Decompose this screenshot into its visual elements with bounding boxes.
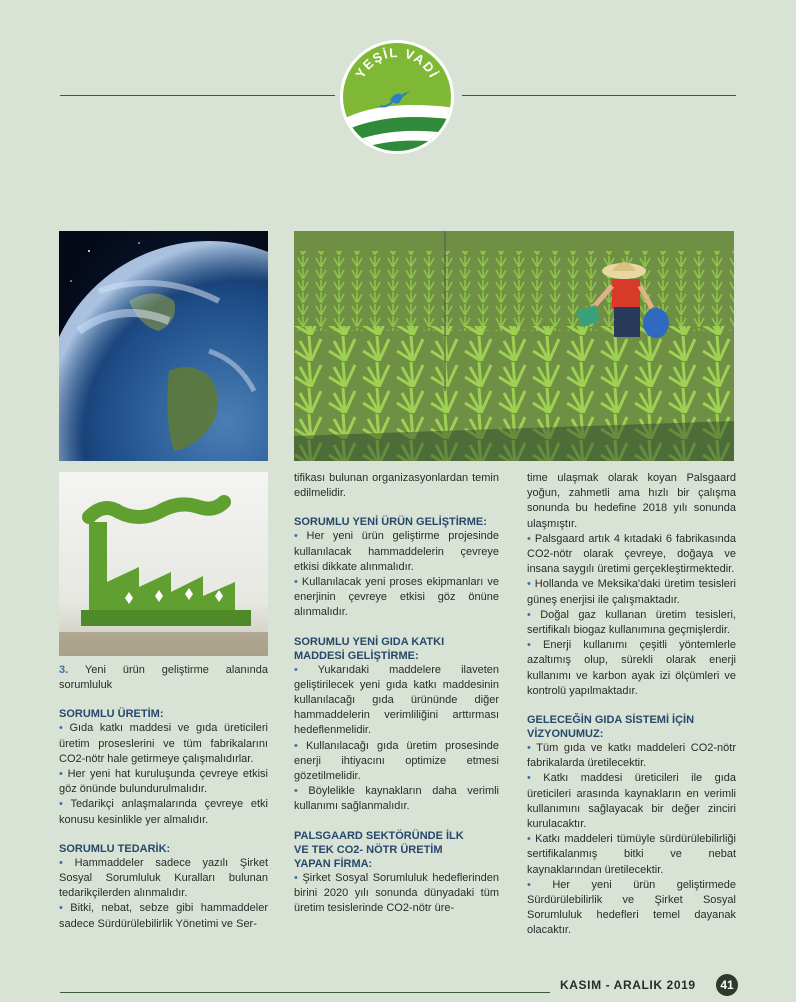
header-rule-left (60, 95, 335, 96)
bullet-item: • Şirket Sosyal Sorumluluk hedeflerinden birini 2020 yılı sonunda dünyadaki tüm üretim tesislerinde CO2-nötr üre- (294, 871, 499, 915)
intro-number: 3. (59, 664, 69, 676)
bullet-item: • Katkı maddeleri tümüyle sürdürülebilirliği sertifikalanmış bitki ve nebat kaynaklarından üretilecektir. (527, 833, 736, 876)
bullet-item: • Tüm gıda ve katkı maddeleri CO2-nötr fabrikalarda üretilecektir. (527, 742, 736, 770)
heading-responsible-supply: SORUMLU TEDARİK: (59, 842, 171, 855)
bullet-item: • Bitki, nebat, sebze gibi hammaddeler sadece Sürdürülebilirlik Yönetimi ve Ser- (59, 902, 268, 930)
bullet-item: • Kullanılacak yeni proses ekipmanları ve enerjinin çevreye etkisi göz önüne alınmalıdır. (294, 576, 499, 619)
bullet-item: • Enerji kullanımı çeşitli yöntemlerle azaltımış olup, sürekli olarak enerji kullanımı ve karbon ayak izi ölçümleri ve kontrolü yapılmaktadır. (527, 639, 736, 697)
column-3 (527, 471, 736, 939)
heading-responsible-production: SORUMLU ÜRETİM: (59, 708, 164, 721)
bullet-item: • Her yeni hat kuruluşunda çevreye etkisi göz önünde bulundurulmalıdır. (59, 768, 268, 796)
yesil-vadi-logo (338, 36, 456, 158)
heading-new-additive-development: SORUMLU YENİ GIDA KATKI MADDESİ GELİŞTİRME: (294, 635, 445, 662)
continued-paragraph: time ulaşmak olarak koyan Palsgaard yoğun, zahmetli ama hızlı bir çalışma sonunda bu hedefine 2018 yılı sonunda ulaşmıştır. (527, 472, 736, 530)
field-worker-image (294, 231, 734, 461)
bullet-item: • Böylelikle kaynakların daha verimli kullanımı sağlanmalıdır. (294, 785, 499, 813)
green-factory-image (59, 472, 268, 656)
bullet-item: • Hollanda ve Meksika'daki üretim tesisleri güneş enerjisi ile çalışmaktadır. (527, 578, 736, 606)
bullet-item: • Hammaddeler sadece yazılı Şirket Sosyal Sorumluluk Kuralları bulunan tedarikçilerden alınmalıdır. (59, 856, 268, 900)
page-number: 41 (716, 974, 738, 996)
bullet-item: • Kullanılacağı gıda üretim prosesinde enerji ihtiyacını optimize etmesi gözetilmelidir. (294, 739, 499, 783)
footer-rule (60, 992, 550, 993)
heading-new-product-development: SORUMLU YENİ ÜRÜN GELİŞTİRME: (294, 516, 487, 529)
bullet-item: • Doğal gaz kullanan üretim tesisleri, sertifikalı biogaz kullanımına geçmişlerdir. (527, 608, 736, 637)
bullet-item: • Her yeni ürün geliştirme projesinde kullanılacak hammaddelerin çevreye etkisi dikkate alınmalıdır. (294, 530, 499, 573)
bullet-item: • Katkı maddesi üreticileri ile gıda üreticileri arasında kaynakların en verimli kullanımını sağlayacak bir değer zinciri kurulacaktır. (527, 772, 736, 831)
continued-paragraph: tifikası bulunan organizasyonlardan temin edilmelidir. (294, 472, 499, 500)
issue-date: KASIM - ARALIK 2019 (560, 978, 696, 992)
column-1 (59, 663, 268, 932)
column-2 (294, 471, 499, 916)
heading-future-food-system: GELECEĞİN GIDA SİSTEMİ İÇİN VİZYONUMUZ: (527, 714, 695, 741)
earth-image (59, 231, 268, 461)
intro-paragraph (59, 663, 268, 693)
bullet-item: • Yukarıdaki maddelere ilaveten geliştirilecek yeni gıda katkı maddesinin kullanılacağı gıda ürününde diğer hammaddelerin verimliliğini arttırması hedeflenmelidir. (294, 663, 499, 737)
svg-text:YEŞİL VADİ: YEŞİL VADİ (352, 44, 442, 81)
bullet-item: • Palsgaard artık 4 kıtadaki 6 fabrikasında CO2-nötr olarak çevreye, doğaya ve insana saygılı üretimi gerçekleştirmektedir. (527, 532, 736, 576)
header-rule-right (462, 95, 736, 96)
intro-text: Yeni ürün geliştirme alanında sorumluluk (59, 664, 268, 692)
bullet-item: • Tedarikçi anlaşmalarında çevreye etki konusu kesinlikle yer almalıdır. (59, 798, 268, 826)
bullet-item: • Her yeni ürün geliştirmede Sürdürülebilirlik ve Şirket Sosyal Sorumluluk hedefleri temel dayanak olacaktır. (527, 878, 736, 937)
bullet-item: • Gıda katkı maddesi ve gıda üreticileri üretim proseslerini ve tüm fabrikalarını CO2-nötr hale getirmeye çalışmalıdırlar. (59, 722, 268, 765)
heading-palsgaard-co2-neutral: PALSGAARD SEKTÖRÜNDE İLK VE TEK CO2- NÖTR ÜRETİM YAPAN FİRMA: (294, 829, 464, 870)
